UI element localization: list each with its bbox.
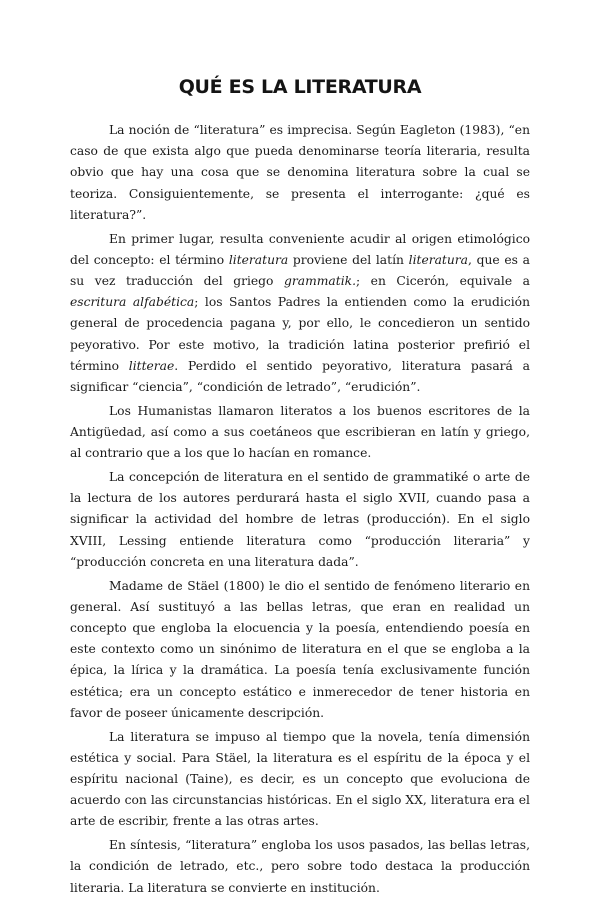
text-run: proviene del latín: [288, 252, 409, 267]
document-body: [70, 120, 530, 901]
text-run: En síntesis, “literatura” engloba los usos pasados, las bellas letras, la condición de letrado, etc., pero sobre todo destaca la producción literaria. La literatura se convierte en institución.: [70, 838, 530, 895]
text-run: En primer lugar, resulta conveniente acudir al origen etimológico del concepto: el término: [70, 231, 530, 267]
paragraph-1: [70, 120, 530, 226]
text-run: ; en Cicerón, equivale a: [355, 274, 530, 289]
italic-term: escritura alfabética: [70, 295, 195, 310]
text-run: Madame de Stäel (1800) le dio el sentido de fenómeno literario en general. Así sustituyó a las bellas letras, que eran en realidad un concepto que engloba la elocuencia y la poesía, entendiendo poesía en este contexto como un sinónimo de literatura en el que se engloba a la épica, la lírica y la dramática. La poesía tenía exclusivamente función estética; era un concepto estático e inmerecedor de tener historia en favor de poseer únicamente descripción.: [70, 578, 530, 720]
paragraph-5: [70, 576, 530, 724]
paragraph-2: [70, 229, 530, 399]
page-title: QUÉ ES LA LITERATURA: [178, 76, 422, 98]
text-run: Los Humanistas llamaron literatos a los buenos escritores de la Antigüedad, así como a sus coetáneos que escribieran en latín y griego, al contrario que a los que lo hacían en romance.: [70, 403, 530, 461]
italic-term: literatura: [228, 252, 289, 267]
italic-term: literatura: [408, 252, 469, 267]
italic-term: litterae: [128, 358, 175, 373]
italic-term: grammatik.: [284, 274, 356, 289]
text-run: La concepción de literatura en el sentido de grammatiké o arte de la lectura de los autores perdurará hasta el siglo XVII, cuando pasa a significar la actividad del hombre de letras (producción). En el siglo XVIII, Lessing entiende literatura como “producción literaria” y “producción concreta en una literatura dada”.: [70, 470, 530, 569]
paragraph-4: [70, 467, 530, 573]
paragraph-6: [70, 727, 530, 833]
text-run: . Perdido el sentido peyorativo, literatura pasará a significar “ciencia”, “condición de letrado”, “erudición”.: [70, 358, 530, 395]
paragraph-7: [70, 835, 530, 899]
text-run: La literatura se impuso al tiempo que la novela, tenía dimensión estética y social. Para Stäel, la literatura es el espíritu de la época y el espíritu nacional (Taine), es decir, es un concepto que evoluciona de acuerdo con las circunstancias históricas. En el siglo XX, literatura era el arte de escribir, frente a las otras artes.: [70, 729, 530, 829]
text-run: La noción de “literatura” es imprecisa. Según Eagleton (1983), “en caso de que exista algo que pueda denominarse teoría literaria, resulta obvio que hay una cosa que se denomina literatura sobre la cual se teoriza. Consiguientemente, se presenta el interrogante: ¿qué es literatura?”.: [70, 123, 530, 222]
paragraph-3: [70, 401, 530, 465]
text-run: , que es a su vez traducción del griego: [70, 252, 530, 289]
text-run: ; los Santos Padres la entienden como la erudición general de procedencia pagana y, por ello, le concedieron un sentido peyorativo. Por este motivo, la tradición latina posterior prefirió el término: [70, 295, 530, 373]
